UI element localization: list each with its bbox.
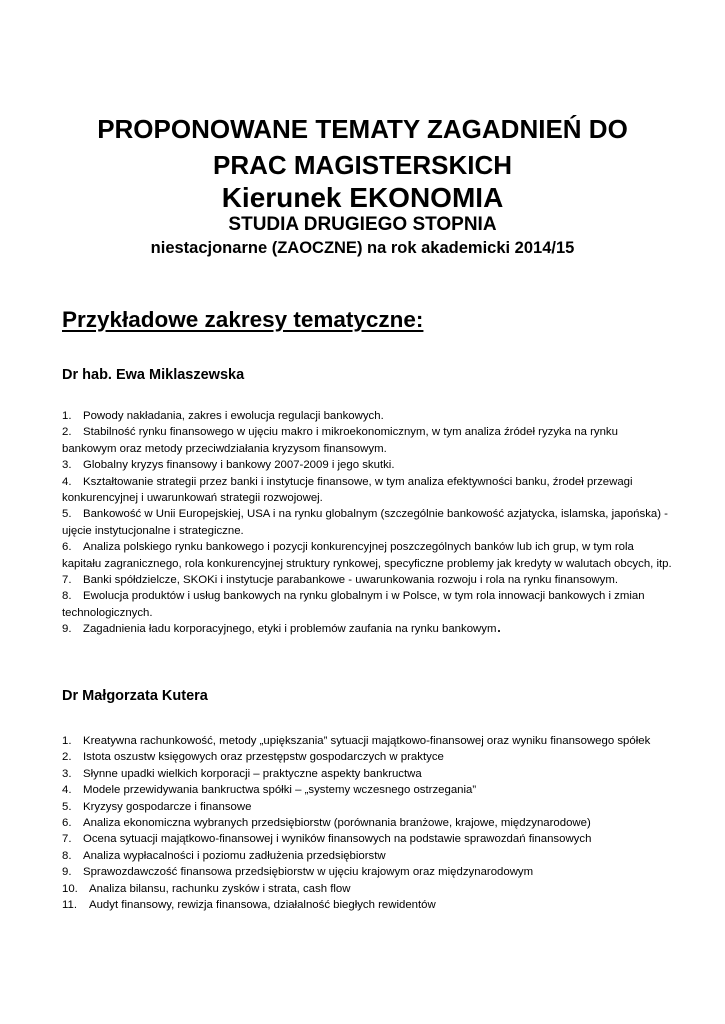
item-text: Sprawozdawczość finansowa przedsiębiorstw w ujęciu krajowym oraz międzynarodowym (83, 866, 534, 879)
list-item (62, 572, 674, 588)
item-number: 5. (62, 508, 72, 521)
item-text: Globalny kryzys finansowy i bankowy 2007-2009 i jego skutki. (83, 459, 395, 472)
item-number: 7. (62, 574, 72, 587)
item-text: Istota oszustw księgowych oraz przestępstw gospodarczych w praktyce (83, 751, 444, 764)
item-number: 2. (62, 426, 72, 439)
item-number: 2. (62, 751, 72, 764)
item-number: 4. (62, 475, 72, 488)
list-item (62, 539, 674, 572)
list-item (62, 766, 674, 782)
list-item (62, 408, 674, 424)
item-text: Powody nakładania, zakres i ewolucja regulacji bankowych. (83, 410, 384, 422)
topic-list (62, 408, 674, 638)
item-text: Analiza wypłacalności i poziomu zadłużenia przedsiębiorstw (83, 849, 386, 862)
item-text: Ewolucja produktów i usług bankowych na rynku globalnym i w Polsce, w tym rola innowacji bankowych i zmian technologicznych. (62, 590, 645, 619)
scope-heading: Przykładowe zakresy tematyczne: (62, 307, 424, 332)
item-number: 10. (62, 882, 78, 895)
title-line-1: PROPONOWANE TEMATY ZAGADNIEŃ DO (97, 114, 628, 144)
item-text: Bankowość w Unii Europejskiej, USA i na rynku globalnym (szczególnie bankowość azjatycka, islamska, japońska) - ujęcie instytucjonalne i strategiczne. (62, 508, 668, 537)
topic-list (62, 733, 674, 913)
item-number: 6. (62, 541, 72, 554)
list-item (62, 897, 674, 913)
item-number: 3. (62, 459, 72, 472)
subtitle-study-mode: niestacjonarne (ZAOCZNE) na rok akademicki 2014/15 (150, 239, 575, 257)
list-item (62, 782, 674, 798)
list-item (62, 799, 674, 815)
list-item (62, 733, 674, 749)
item-text: Analiza bilansu, rachunku zysków i strata, cash flow (89, 882, 351, 895)
item-text: Ocena sytuacji majątkowo-finansowej i wyników finansowych na podstawie sprawozdań finansowych (83, 833, 592, 846)
document-header (0, 112, 725, 260)
item-number: 9. (62, 866, 72, 879)
item-number: 1. (62, 735, 72, 747)
item-text: Zagadnienia ładu korporacyjnego, etyki i problemów zaufania na rynku bankowym (83, 623, 497, 636)
list-item (62, 749, 674, 765)
item-text: Analiza polskiego rynku bankowego i pozycji konkurencyjnej poszczególnych banków lub ich grup, w tym rola kapitału zagranicznego, rola konkurencyjnej struktury rynkowej, specyficzne problemy jak kredyty w walutach obcych, itp. (62, 541, 672, 570)
item-number: 8. (62, 590, 72, 603)
list-item (62, 474, 674, 507)
list-item (62, 616, 674, 637)
list-item (62, 506, 674, 539)
item-text: Stabilność rynku finansowego w ujęciu makro i mikroekonomicznym, w tym analiza źródeł ryzyka na rynku bankowym oraz metody przeciwdziałania kryzysom finansowym. (62, 426, 618, 455)
item-number: 9. (62, 623, 72, 636)
item-text: Kreatywna rachunkowość, metody „upiększania” sytuacji majątkowo-finansowej oraz wyniku finansowego spółek (83, 735, 651, 747)
list-item (62, 457, 674, 473)
item-text: Kształtowanie strategii przez banki i instytucje finansowe, w tym analiza efektywności banku, źrodeł przewagi konkurencyjnej i uwarunkowań strategii rozwojowej. (62, 475, 633, 505)
title-line-3: Kierunek EKONOMIA (221, 182, 504, 213)
list-item (62, 815, 674, 831)
item-number: 8. (62, 849, 72, 862)
item-end-period: . (496, 616, 502, 637)
supervisor-name: Dr hab. Ewa Miklaszewska (62, 367, 245, 383)
list-item (62, 848, 674, 864)
item-number: 3. (62, 767, 72, 780)
item-text: Modele przewidywania bankructwa spółki – „systemy wczesnego ostrzegania” (83, 784, 477, 797)
item-text: Analiza ekonomiczna wybranych przedsiębiorstw (porównania branżowe, krajowe, międzynarodowe) (83, 817, 591, 830)
item-number: 4. (62, 784, 72, 797)
list-item (62, 881, 674, 897)
list-item (62, 588, 674, 621)
supervisor-name: Dr Małgorzata Kutera (62, 688, 208, 704)
item-number: 11. (62, 899, 77, 912)
list-item (62, 831, 674, 847)
item-text: Audyt finansowy, rewizja finansowa, działalność biegłych rewidentów (89, 899, 436, 912)
list-item (62, 864, 674, 880)
item-number: 7. (62, 833, 72, 846)
item-number: 1. (62, 410, 72, 422)
subtitle-study-level: STUDIA DRUGIEGO STOPNIA (228, 214, 497, 235)
item-text: Słynne upadki wielkich korporacji – praktyczne aspekty bankructwa (83, 767, 422, 780)
list-item (62, 424, 674, 457)
item-number: 5. (62, 800, 72, 813)
item-number: 6. (62, 817, 72, 830)
title-line-2: PRAC MAGISTERSKICH (212, 150, 512, 180)
item-text: Kryzysy gospodarcze i finansowe (83, 800, 252, 813)
item-text: Banki spółdzielcze, SKOKi i instytucje parabankowe - uwarunkowania rozwoju i rola na rynku finansowym. (83, 574, 618, 587)
